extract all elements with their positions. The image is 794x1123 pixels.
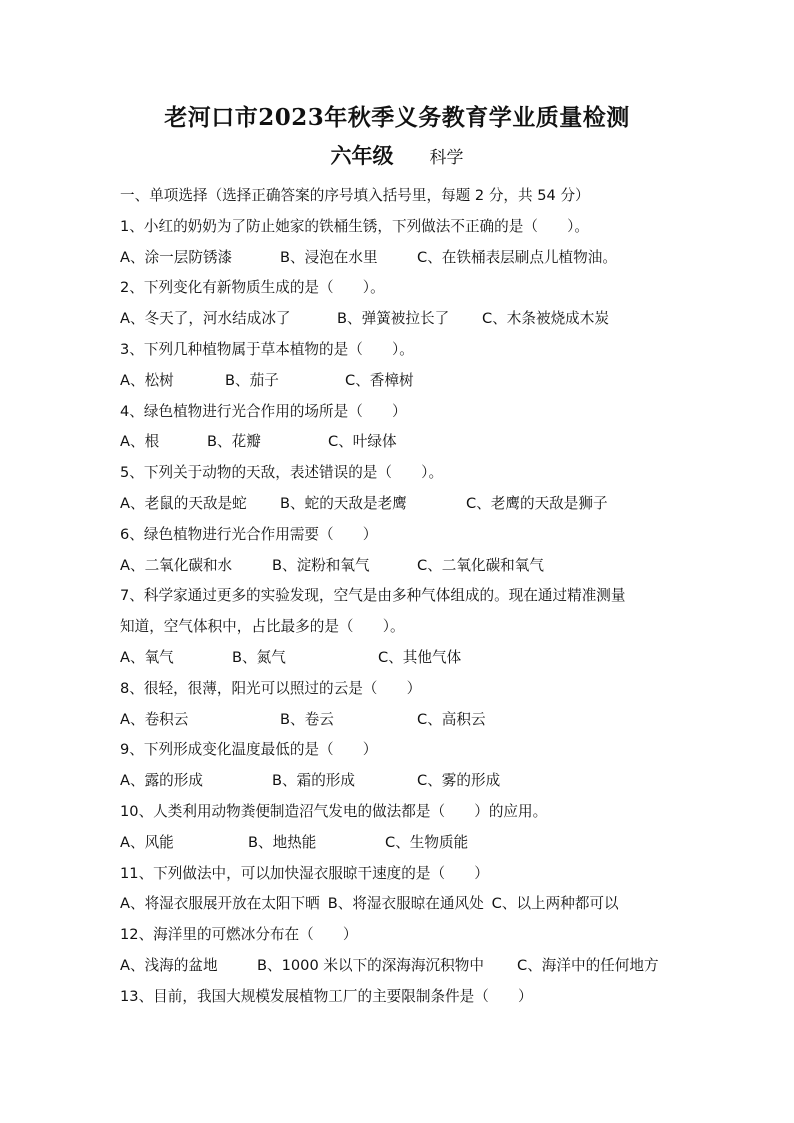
question-1-options	[120, 243, 690, 274]
question-9-options	[120, 766, 690, 797]
question-8-options	[120, 705, 690, 736]
option-c: C、雾的形成	[417, 772, 501, 790]
option-a: A、氧气	[120, 648, 174, 666]
option-b: B、将湿衣服晾在通风处	[327, 895, 484, 913]
question-6-options	[120, 551, 690, 582]
option-c: C、其他气体	[378, 648, 462, 666]
question-9-stem: 9、下列形成变化温度最低的是（ ）	[120, 741, 378, 759]
option-c: C、老鹰的天敌是狮子	[466, 494, 608, 512]
option-a: A、二氧化碳和水	[120, 556, 233, 574]
question-12-stem: 12、海洋里的可燃冰分布在（ ）	[120, 926, 358, 944]
option-c: C、高积云	[417, 710, 486, 728]
question-7-stem: 7、科学家通过更多的实验发现，空气是由多种气体组成的。现在通过精准测量	[120, 587, 626, 605]
question-list	[120, 181, 690, 1013]
option-a: A、将湿衣服展开放在太阳下晒	[120, 895, 320, 913]
option-c: C、二氧化碳和氧气	[417, 556, 544, 574]
question-7-stem: 知道，空气体积中，占比最多的是（ ）。	[120, 618, 405, 636]
option-a: A、冬天了，河水结成冰了	[120, 310, 291, 328]
option-b: B、霜的形成	[272, 772, 355, 790]
option-b: B、氮气	[232, 648, 286, 666]
question-5-options	[120, 489, 690, 520]
option-a: A、浅海的盆地	[120, 956, 218, 974]
subject-label: 科学	[429, 148, 464, 168]
option-a: A、松树	[120, 371, 174, 389]
option-a: A、卷积云	[120, 710, 189, 728]
question-13-stem: 13、目前，我国大规模发展植物工厂的主要限制条件是（ ）	[120, 987, 533, 1005]
option-a: A、老鼠的天敌是蛇	[120, 494, 247, 512]
option-a: A、风能	[120, 833, 174, 851]
option-c: C、海洋中的任何地方	[517, 956, 659, 974]
option-b: B、蛇的天敌是老鹰	[280, 494, 407, 512]
exam-subtitle	[0, 142, 794, 172]
question-1-stem: 1、小红的奶奶为了防止她家的铁桶生锈，下列做法不正确的是（ ）。	[120, 217, 589, 235]
question-8-stem: 8、很轻，很薄，阳光可以照过的云是（ ）	[120, 679, 422, 697]
option-c: C、香樟树	[345, 371, 414, 389]
option-b: B、浸泡在水里	[280, 248, 378, 266]
option-b: B、1000 米以下的深海海沉积物中	[257, 956, 484, 974]
question-3-stem: 3、下列几种植物属于草本植物的是（ ）。	[120, 340, 414, 358]
option-b: B、茄子	[225, 371, 279, 389]
question-4-options	[120, 427, 690, 458]
option-c: C、生物质能	[385, 833, 469, 851]
option-c: C、木条被烧成木炭	[482, 310, 609, 328]
grade-label: 六年级	[330, 143, 394, 168]
question-7-options	[120, 643, 690, 674]
question-11-stem: 11、下列做法中，可以加快湿衣服晾干速度的是（ ）	[120, 864, 489, 882]
option-c: C、以上两种都可以	[491, 895, 619, 913]
option-c: C、叶绿体	[328, 433, 397, 451]
option-a: A、露的形成	[120, 772, 203, 790]
question-2-stem: 2、下列变化有新物质生成的是（ ）。	[120, 279, 385, 297]
question-2-options	[120, 304, 690, 335]
option-c: C、在铁桶表层刷点儿植物油。	[417, 248, 617, 266]
question-12-options	[120, 951, 690, 982]
question-4-stem: 4、绿色植物进行光合作用的场所是（ ）	[120, 402, 407, 420]
option-a: A、根	[120, 433, 160, 451]
option-b: B、地热能	[248, 833, 317, 851]
question-5-stem: 5、下列关于动物的天敌，表述错误的是（ ）。	[120, 464, 444, 482]
option-b: B、弹簧被拉长了	[337, 310, 450, 328]
question-6-stem: 6、绿色植物进行光合作用需要（ ）	[120, 525, 378, 543]
section-header: 一、单项选择（选择正确答案的序号填入括号里，每题 2 分，共 54 分）	[120, 187, 590, 204]
option-b: B、卷云	[280, 710, 334, 728]
question-11-options	[120, 889, 690, 920]
option-a: A、涂一层防锈漆	[120, 248, 233, 266]
option-b: B、淀粉和氧气	[272, 556, 370, 574]
question-10-stem: 10、人类利用动物粪便制造沼气发电的做法都是（ ）的应用。	[120, 802, 548, 820]
exam-title: 老河口市2023年秋季义务教育学业质量检测	[164, 104, 630, 131]
question-3-options	[120, 366, 690, 397]
option-b: B、花瓣	[207, 433, 261, 451]
question-10-options	[120, 828, 690, 859]
